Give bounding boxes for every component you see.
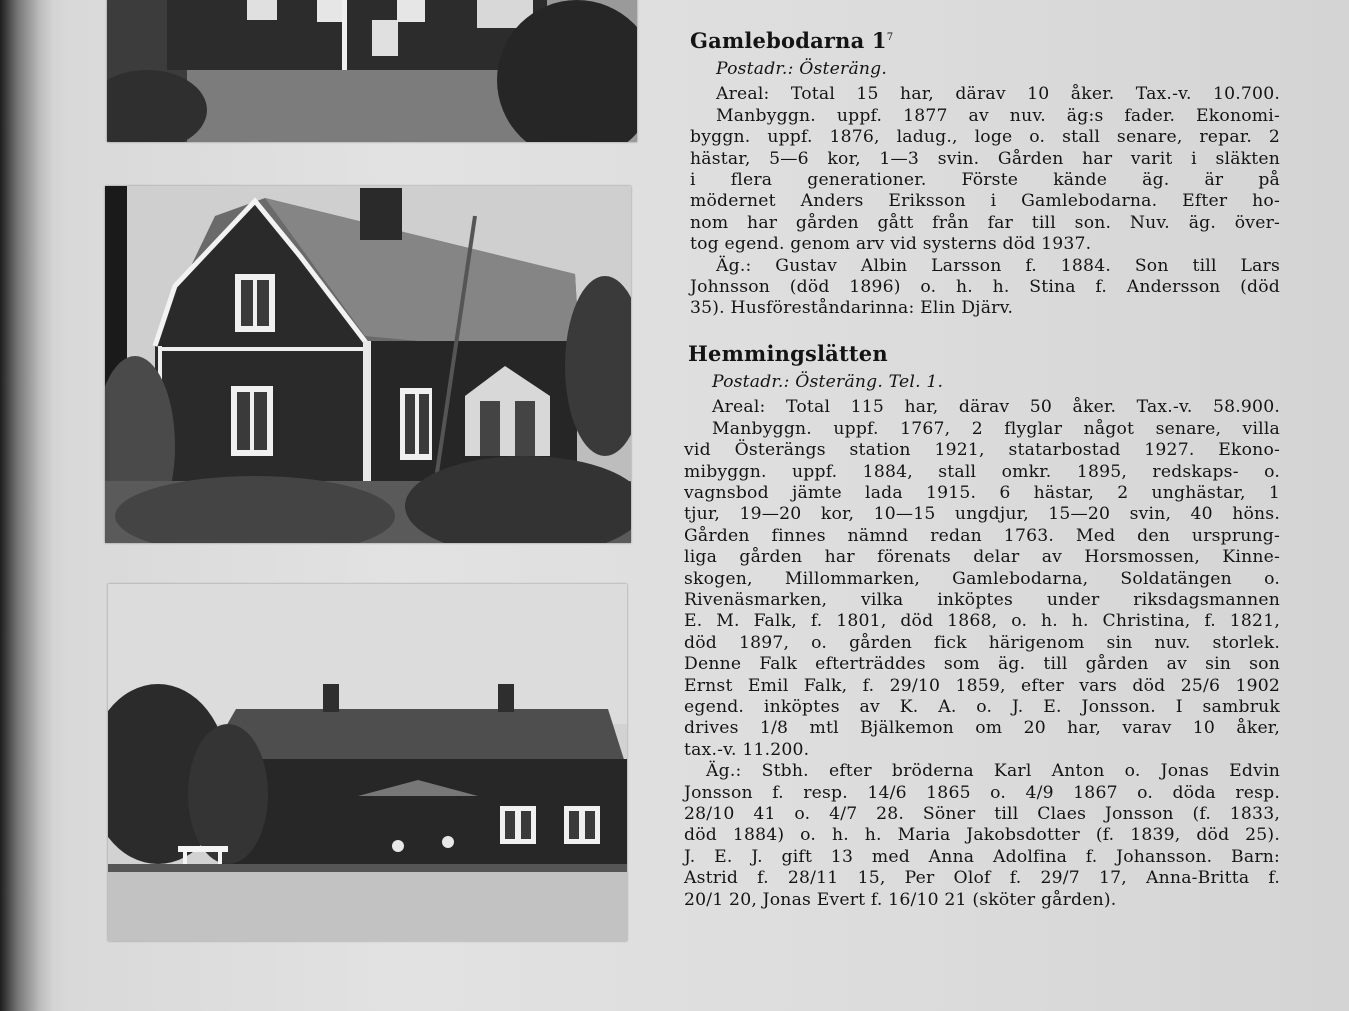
body-line: Äg.: Stbh. efter bröderna Karl Anton o. Jonas Edvin <box>706 761 1280 782</box>
body-line: hästar, 5—6 kor, 1—3 svin. Gården har varit i släkten <box>690 148 1280 169</box>
gamlebodarna-house-photo <box>105 186 631 543</box>
body-line: Areal: Total 115 har, därav 50 åker. Tax.-v. 58.900. <box>712 397 1280 418</box>
body-line: skogen, Millommarken, Gamlebodarna, Soldatängen o. <box>684 568 1280 589</box>
body-line: Manbyggn. uppf. 1877 av nuv. äg:s fader. Ekonomi- <box>716 105 1280 126</box>
entry-gamlebodarna <box>680 24 1280 320</box>
body-line: Manbyggn. uppf. 1767, 2 flyglar något senare, villa <box>712 418 1280 439</box>
text-column <box>680 24 1280 911</box>
body-line: död 1884) o. h. h. Maria Jakobsdotter (f. 1839, död 25). <box>684 825 1280 846</box>
entry-body <box>680 84 1280 319</box>
body-line: Johnsson (död 1896) o. h. h. Stina f. Andersson (död <box>690 277 1280 298</box>
body-line: i flera generationer. Förste kände äg. är på <box>690 170 1280 191</box>
entry-body <box>680 397 1280 911</box>
body-line: byggn. uppf. 1876, ladug., loge o. stall senare, repar. 2 <box>690 127 1280 148</box>
body-line: liga gården har förenats delar av Horsmossen, Kinne- <box>684 547 1280 568</box>
entry-title-superscript: 7 <box>886 32 894 43</box>
body-line: E. M. Falk, f. 1801, död 1868, o. h. h. Christina, f. 1821, <box>684 611 1280 632</box>
body-line: Jonsson f. resp. 14/6 1865 o. 4/9 1867 o. döda resp. <box>684 782 1280 803</box>
body-line: 35). Husföreståndarinna: Elin Djärv. <box>690 298 1014 319</box>
body-line: vagnsbod jämte lada 1915. 6 hästar, 2 unghästar, 1 <box>684 482 1280 503</box>
body-line: mödernet Anders Eriksson i Gamlebodarna. Efter ho- <box>690 191 1280 212</box>
body-line: 20/1 20, Jonas Evert f. 16/10 21 (sköter gården). <box>684 889 1117 910</box>
body-line: drives 1/8 mtl Bjälkemon om 20 har, varav 10 åker, <box>684 718 1280 739</box>
body-line: Astrid f. 28/11 15, Per Olof f. 29/7 17, Anna-Britta f. <box>684 868 1280 889</box>
entry-title-text: Gamlebodarna 1 <box>690 28 887 53</box>
body-line: Ernst Emil Falk, f. 29/10 1859, efter vars död 25/6 1902 <box>684 675 1280 696</box>
body-line: Gården finnes nämnd redan 1763. Med den ursprung- <box>684 525 1280 546</box>
farmhouse-photo-top <box>107 0 637 142</box>
body-line: Äg.: Gustav Albin Larsson f. 1884. Son till Lars <box>716 255 1280 276</box>
postal-address: Postadr.: Österäng. Tel. 1. <box>712 371 944 392</box>
entry-title <box>680 24 1280 55</box>
body-line: nom har gården gått från far till son. Nuv. äg. över- <box>690 212 1280 233</box>
entry-hemmingslatten <box>680 340 1280 911</box>
body-line: mibyggn. uppf. 1884, stall omkr. 1895, redskaps- o. <box>684 461 1280 482</box>
body-line: J. E. J. gift 13 med Anna Adolfina f. Johansson. Barn: <box>684 846 1280 867</box>
body-line: Areal: Total 15 har, därav 10 åker. Tax.-v. 10.700. <box>716 84 1280 105</box>
hemmingslatten-house-photo <box>108 584 627 941</box>
entry-title: Hemmingslätten <box>688 340 888 366</box>
body-line: tog egend. genom arv vid systerns död 1937. <box>690 234 1092 255</box>
body-line: vid Österängs station 1921, statarbostad 1927. Ekono- <box>684 440 1280 461</box>
body-line: död 1897, o. gården fick härigenom sin nuv. storlek. <box>684 632 1280 653</box>
body-line: 28/10 41 o. 4/7 28. Söner till Claes Jonsson (f. 1833, <box>684 804 1280 824</box>
body-line: egend. inköptes av K. A. o. J. E. Jonsson. I sambruk <box>684 696 1280 717</box>
body-line: Denne Falk efterträddes som äg. till gården av sin son <box>684 654 1280 675</box>
body-line: tjur, 19—20 kor, 10—15 ungdjur, 15—20 svin, 40 höns. <box>684 504 1280 525</box>
postal-address: Postadr.: Österäng. <box>716 59 888 79</box>
body-line: Rivenäsmarken, vilka inköptes under riksdagsmannen <box>684 589 1280 610</box>
book-gutter <box>0 0 55 1011</box>
body-line: tax.-v. 11.200. <box>684 739 810 760</box>
